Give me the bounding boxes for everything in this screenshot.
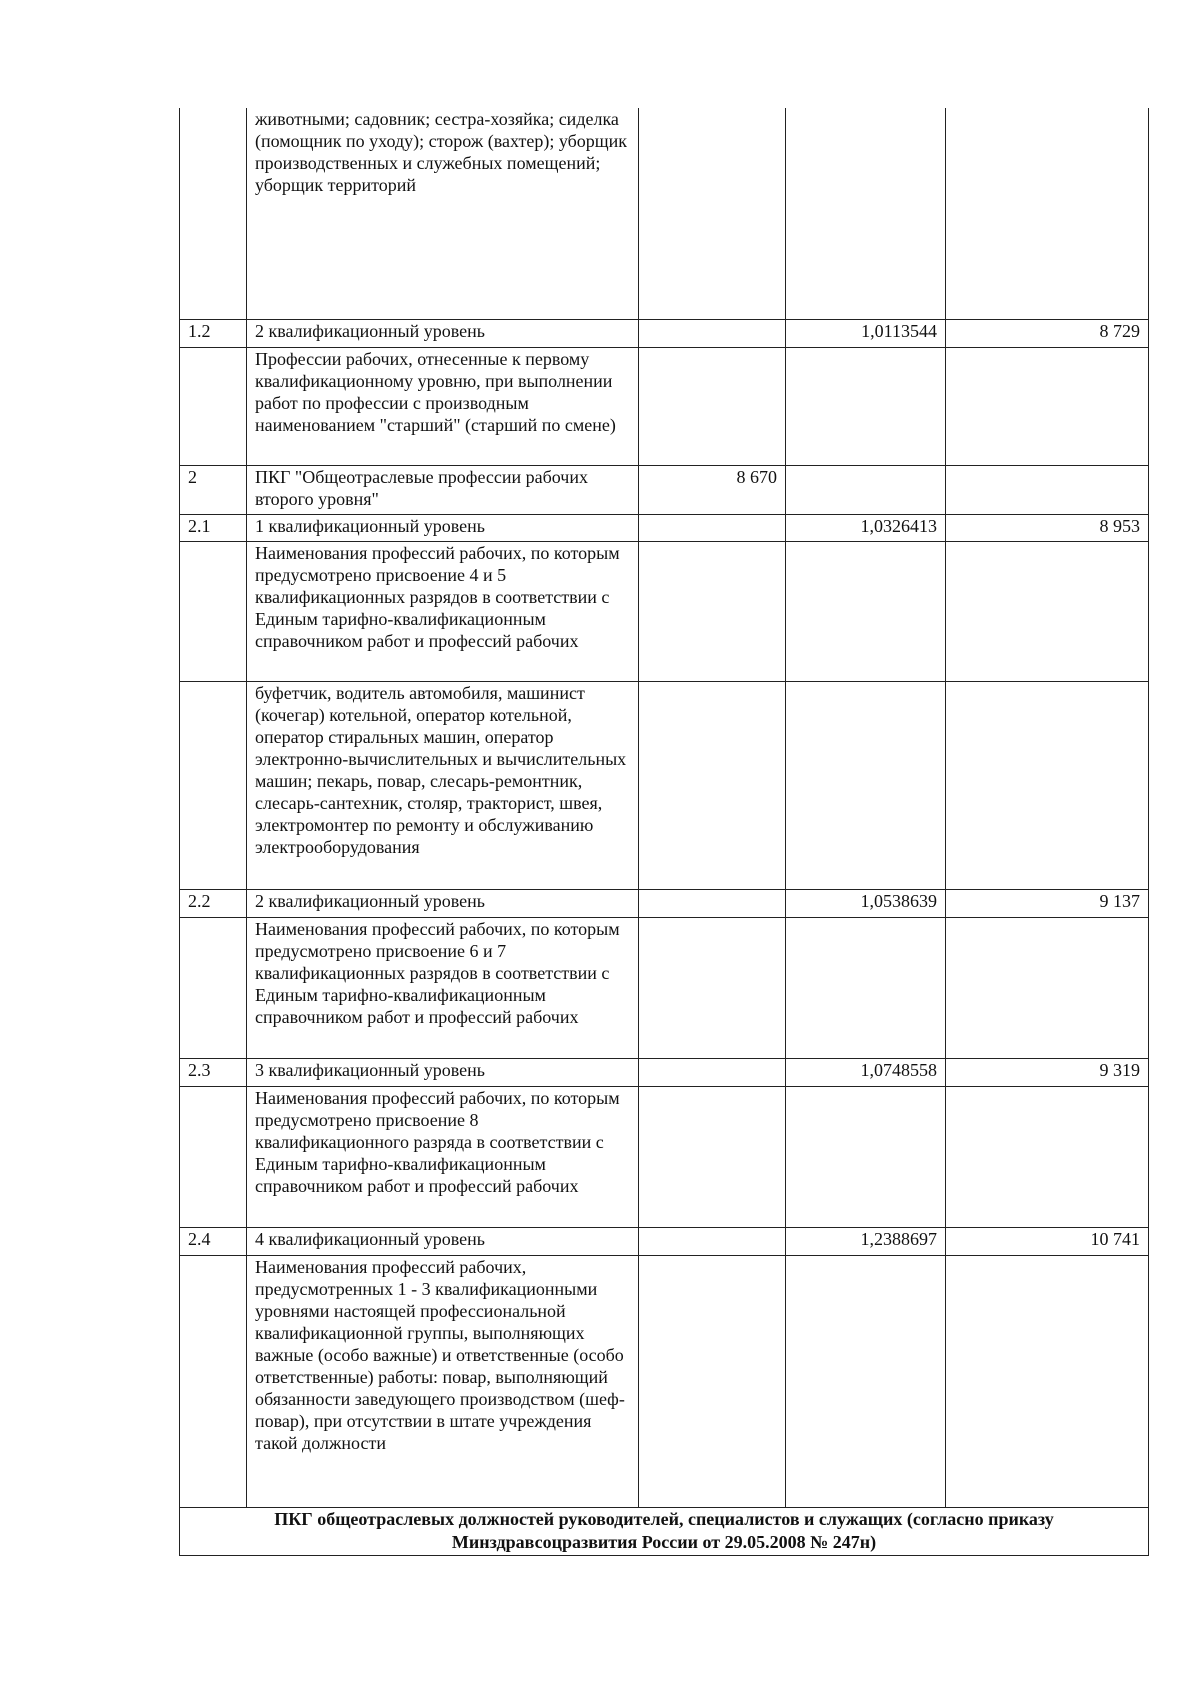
section-heading-row xyxy=(180,1507,1149,1555)
row-number: 2.2 xyxy=(180,889,247,917)
row-description: Профессии рабочих, отнесенные к первому квалификационному уровню, при выполнении работ по профессии с производным наименованием "старший" (старший по смене) xyxy=(247,347,639,465)
table-row xyxy=(180,1255,1149,1507)
salary-table xyxy=(179,108,1149,1556)
row-salary xyxy=(946,465,1149,514)
row-coefficient xyxy=(786,347,946,465)
row-description: 2 квалификационный уровень xyxy=(247,319,639,347)
row-base-salary xyxy=(639,108,786,319)
row-salary: 9 137 xyxy=(946,889,1149,917)
row-salary: 9 319 xyxy=(946,1058,1149,1086)
row-coefficient xyxy=(786,108,946,319)
row-salary xyxy=(946,681,1149,889)
table-row xyxy=(180,347,1149,465)
row-base-salary xyxy=(639,347,786,465)
row-number xyxy=(180,108,247,319)
table-row xyxy=(180,889,1149,917)
table-row xyxy=(180,1227,1149,1255)
row-salary: 10 741 xyxy=(946,1227,1149,1255)
row-coefficient xyxy=(786,465,946,514)
table-row xyxy=(180,319,1149,347)
row-number xyxy=(180,1255,247,1507)
row-description: Наименования профессий рабочих, предусмотренных 1 - 3 квалификационными уровнями настоящей профессиональной квалификационной группы, выполняющих важные (особо важные) и ответственные (особо ответственные) работы: повар, выполняющий обязанности заведующего производством (шеф-повар), при отсутствии в штате учреждения такой должности xyxy=(247,1255,639,1507)
row-number: 2.3 xyxy=(180,1058,247,1086)
row-base-salary xyxy=(639,514,786,541)
row-description: Наименования профессий рабочих, по которым предусмотрено присвоение 6 и 7 квалификационных разрядов в соответствии с Единым тарифно-квалификационным справочником работ и профессий рабочих xyxy=(247,917,639,1058)
row-description: 2 квалификационный уровень xyxy=(247,889,639,917)
row-number xyxy=(180,681,247,889)
row-number xyxy=(180,917,247,1058)
row-coefficient: 1,0748558 xyxy=(786,1058,946,1086)
row-description: 4 квалификационный уровень xyxy=(247,1227,639,1255)
row-number: 2.4 xyxy=(180,1227,247,1255)
row-coefficient xyxy=(786,681,946,889)
table-row xyxy=(180,1058,1149,1086)
row-salary xyxy=(946,1255,1149,1507)
row-description: буфетчик, водитель автомобиля, машинист (кочегар) котельной, оператор котельной, оператор стиральных машин, оператор электронно-вычислительных и вычислительных машин; пекарь, повар, слесарь-ремонтник, слесарь-сантехник, столяр, тракторист, швея, электромонтер по ремонту и обслуживанию электрооборудования xyxy=(247,681,639,889)
row-base-salary xyxy=(639,1058,786,1086)
row-coefficient: 1,0326413 xyxy=(786,514,946,541)
row-number: 2 xyxy=(180,465,247,514)
row-description: животными; садовник; сестра-хозяйка; сиделка (помощник по уходу); сторож (вахтер); уборщик производственных и служебных помещений; уборщик территорий xyxy=(247,108,639,319)
row-base-salary xyxy=(639,917,786,1058)
row-description: Наименования профессий рабочих, по которым предусмотрено присвоение 4 и 5 квалификационных разрядов в соответствии с Единым тарифно-квалификационным справочником работ и профессий рабочих xyxy=(247,541,639,681)
row-base-salary xyxy=(639,319,786,347)
row-coefficient xyxy=(786,541,946,681)
row-number xyxy=(180,1086,247,1227)
row-description: ПКГ "Общеотраслевые профессии рабочих второго уровня" xyxy=(247,465,639,514)
row-number xyxy=(180,347,247,465)
row-base-salary xyxy=(639,1227,786,1255)
table-row xyxy=(180,917,1149,1058)
row-description: Наименования профессий рабочих, по которым предусмотрено присвоение 8 квалификационного разряда в соответствии с Единым тарифно-квалификационным справочником работ и профессий рабочих xyxy=(247,1086,639,1227)
row-coefficient: 1,0113544 xyxy=(786,319,946,347)
row-description: 1 квалификационный уровень xyxy=(247,514,639,541)
row-base-salary xyxy=(639,889,786,917)
row-coefficient xyxy=(786,1255,946,1507)
section-heading-line-2: Минздравсоцразвития России от 29.05.2008 № 247н) xyxy=(451,1531,877,1552)
row-base-salary xyxy=(639,681,786,889)
row-coefficient: 1,2388697 xyxy=(786,1227,946,1255)
row-salary xyxy=(946,108,1149,319)
table-row xyxy=(180,1086,1149,1227)
row-coefficient xyxy=(786,1086,946,1227)
row-description: 3 квалификационный уровень xyxy=(247,1058,639,1086)
row-base-salary: 8 670 xyxy=(639,465,786,514)
table-row xyxy=(180,681,1149,889)
row-salary xyxy=(946,541,1149,681)
section-heading xyxy=(180,1507,1149,1555)
row-base-salary xyxy=(639,1086,786,1227)
row-base-salary xyxy=(639,541,786,681)
section-heading-line-1: ПКГ общеотраслевых должностей руководителей, специалистов и служащих (согласно приказу xyxy=(274,1508,1054,1529)
row-salary xyxy=(946,1086,1149,1227)
table-row xyxy=(180,541,1149,681)
row-number: 1.2 xyxy=(180,319,247,347)
row-salary xyxy=(946,917,1149,1058)
table-row xyxy=(180,108,1149,319)
row-number: 2.1 xyxy=(180,514,247,541)
row-salary: 8 729 xyxy=(946,319,1149,347)
row-number xyxy=(180,541,247,681)
table-row xyxy=(180,465,1149,514)
row-salary xyxy=(946,347,1149,465)
row-coefficient: 1,0538639 xyxy=(786,889,946,917)
row-salary: 8 953 xyxy=(946,514,1149,541)
row-base-salary xyxy=(639,1255,786,1507)
row-coefficient xyxy=(786,917,946,1058)
table-row xyxy=(180,514,1149,541)
